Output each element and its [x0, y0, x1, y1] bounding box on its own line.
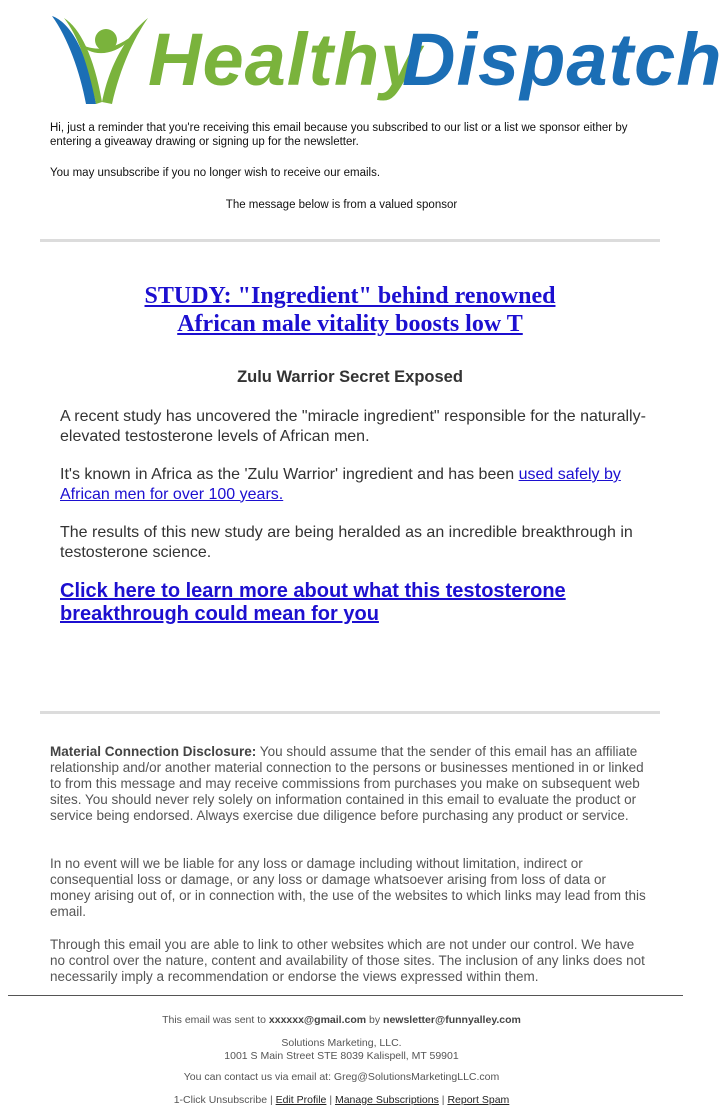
disclosure-text: You should assume that the sender of this email has an affiliate relationship and/or another material connection to the persons or businesses mentioned in or linked to from this message and may receive commissions from purchases you make on subsequent web sites. You should never rely solely on information contained in this email to evaluate the product or service being endorsed. Always exercise due diligence before purchasing any product or service.	[50, 744, 644, 823]
disclosure-paragraph	[50, 744, 650, 824]
headline-line-1: STUDY: "Ingredient" behind renowned	[144, 283, 556, 309]
separator: |	[326, 1094, 335, 1106]
ad-paragraph-3: The results of this new study are being heralded as an incredible breakthrough in testosterone science.	[60, 524, 633, 561]
ad-paragraph-1: A recent study has uncovered the "miracle ingredient" responsible for the naturally-elevated testosterone levels of African men.	[60, 408, 646, 445]
used-safely-link[interactable]: used safely by African men for over 100 years.	[60, 466, 621, 503]
footer-divider	[8, 995, 683, 996]
person-v-logo-icon	[50, 12, 150, 108]
recipient-email: xxxxxx@gmail.com	[268, 1014, 367, 1026]
sent-prefix: This email was sent to	[162, 1014, 269, 1026]
headline-line-2: African male vitality boosts low T	[177, 311, 523, 337]
manage-subscriptions-link[interactable]: Manage Subscriptions	[334, 1094, 439, 1106]
ad-paragraph-2-text: It's known in Africa as the 'Zulu Warrior' ingredient and has been	[60, 466, 519, 483]
subscription-reminder: Hi, just a reminder that you're receiving this email because you subscribed to our list or a list we sponsor either by entering a giveaway drawing or signing up for the newsletter.	[50, 122, 628, 148]
divider	[40, 711, 660, 714]
company-address	[0, 1037, 683, 1062]
cta-block	[60, 580, 620, 626]
footer-links	[0, 1094, 683, 1107]
headline-link[interactable]	[145, 283, 556, 337]
separator: |	[438, 1094, 448, 1106]
unsubscribe-note: You may unsubscribe if you no longer wish to receive our emails.	[50, 167, 381, 179]
separator: |	[267, 1094, 276, 1106]
company-name: Solutions Marketing, LLC.	[281, 1037, 402, 1049]
liability-paragraph: In no event will we be liable for any loss or damage including without limitation, indirect or consequential loss or damage, or any loss or damage whatsoever arising from loss of data or money arising out of, or in connection with, the use of the websites to which links may lead from this email.	[50, 856, 646, 919]
sponsor-note: The message below is from a valued sponsor	[225, 199, 458, 211]
ad-paragraph-2	[60, 465, 650, 504]
brand-logo	[50, 10, 723, 114]
sender-email: newsletter@funnyalley.com	[383, 1014, 521, 1026]
brand-word-healthy: Healthy	[148, 18, 423, 101]
ad-headline	[60, 282, 640, 338]
edit-profile-link[interactable]: Edit Profile	[275, 1094, 327, 1106]
sent-to-line	[0, 1014, 683, 1027]
divider	[40, 239, 660, 242]
by-text: by	[366, 1014, 384, 1026]
external-links-paragraph: Through this email you are able to link to other websites which are not under our control. We have no control over the nature, content and availability of those sites. The inclusion of any links does not necessarily imply a recommendation or endorse the views expressed within them.	[50, 937, 645, 984]
ad-subhead: Zulu Warrior Secret Exposed	[237, 368, 463, 386]
contact-line: You can contact us via email at: Greg@SolutionsMarketingLLC.com	[183, 1071, 500, 1083]
one-click-unsubscribe[interactable]: 1-Click Unsubscribe	[173, 1094, 268, 1106]
cta-link[interactable]: Click here to learn more about what this testosterone breakthrough could mean for you	[60, 580, 566, 625]
brand-word-dispatch: Dispatch	[402, 18, 723, 101]
report-spam-link[interactable]: Report Spam	[447, 1094, 510, 1106]
disclosure-label: Material Connection Disclosure:	[50, 744, 257, 759]
street-address: 1001 S Main Street STE 8039 Kalispell, MT 59901	[224, 1049, 459, 1062]
